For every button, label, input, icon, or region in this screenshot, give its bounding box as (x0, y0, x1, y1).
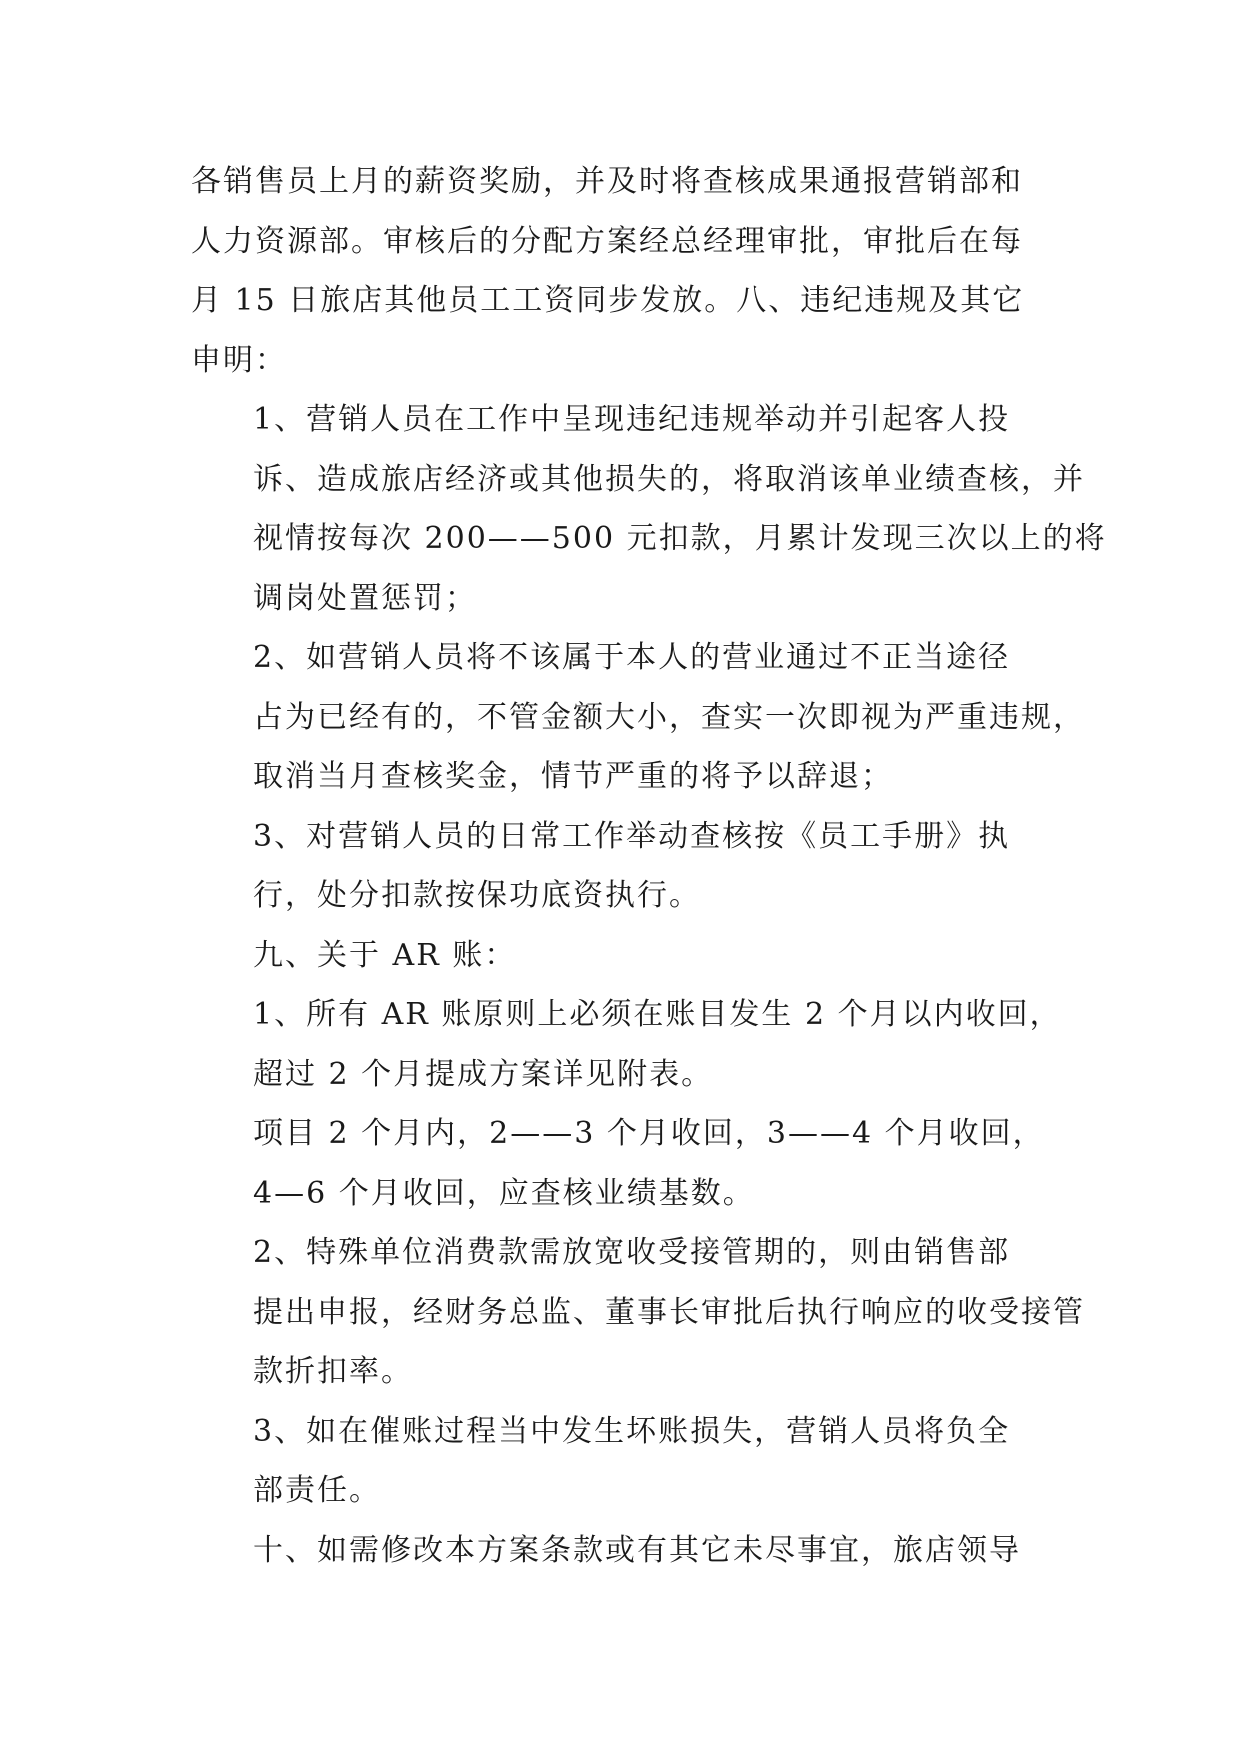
text-line: 4—6 个月收回，应查核业绩基数。 (253, 1175, 755, 1211)
text-line: 取消当月查核奖金，情节严重的将予以辞退； (253, 759, 893, 794)
paragraph (191, 1402, 1061, 1521)
paragraph (191, 1223, 1085, 1402)
text-line: 2、如营销人员将不该属于本人的营业通过不正当途径 (253, 640, 1011, 675)
paragraph (191, 390, 1107, 628)
text-line: 款折扣率。 (253, 1354, 413, 1389)
text-line: 提出申报，经财务总监、董事长审批后执行响应的收受接管 (253, 1294, 1085, 1330)
text-line: 1、营销人员在工作中呈现违纪违规举动并引起客人投 (253, 402, 1011, 437)
text-line: 申明： (191, 342, 287, 378)
paragraph (191, 1521, 1061, 1581)
paragraph (191, 926, 1061, 986)
paragraph (191, 628, 1085, 807)
text-line: 3、对营销人员的日常工作举动查核按《员工手册》执 (253, 818, 1011, 854)
paragraph (191, 807, 1061, 926)
text-line: 月 15 日旅店其他员工工资同步发放。八、违纪违规及其它 (191, 283, 1025, 318)
paragraph (191, 1104, 1061, 1223)
text-line: 2、特殊单位消费款需放宽收受接管期的，则由销售部 (253, 1235, 1011, 1270)
paragraph (191, 985, 1061, 1104)
text-line: 部责任。 (253, 1473, 381, 1508)
text-line: 3、如在催账过程当中发生坏账损失，营销人员将负全 (253, 1413, 1011, 1449)
text-line: 行，处分扣款按保功底资执行。 (253, 878, 701, 913)
text-line: 人力资源部。审核后的分配方案经总经理审批，审批后在每 (191, 223, 1023, 259)
paragraph (191, 152, 1061, 390)
document-body (191, 152, 1107, 1580)
text-line: 九、关于 AR 账： (253, 937, 517, 973)
text-line: 十、如需修改本方案条款或有其它未尽事宜，旅店领导 (253, 1532, 1021, 1568)
text-line: 调岗处置惩罚； (253, 580, 477, 616)
text-line: 诉、造成旅店经济或其他损失的，将取消该单业绩查核，并 (253, 461, 1085, 497)
text-line: 占为已经有的，不管金额大小，查实一次即视为严重违规， (253, 699, 1085, 735)
text-line: 项目 2 个月内，2——3 个月收回，3——4 个月收回， (253, 1116, 1045, 1151)
text-line: 超过 2 个月提成方案详见附表。 (253, 1056, 714, 1092)
text-line: 各销售员上月的薪资奖励，并及时将查核成果通报营销部和 (191, 164, 1023, 199)
text-line: 1、所有 AR 账原则上必须在账目发生 2 个月以内收回， (253, 997, 1062, 1032)
text-line: 视情按每次 200——500 元扣款，月累计发现三次以上的将 (253, 521, 1107, 556)
